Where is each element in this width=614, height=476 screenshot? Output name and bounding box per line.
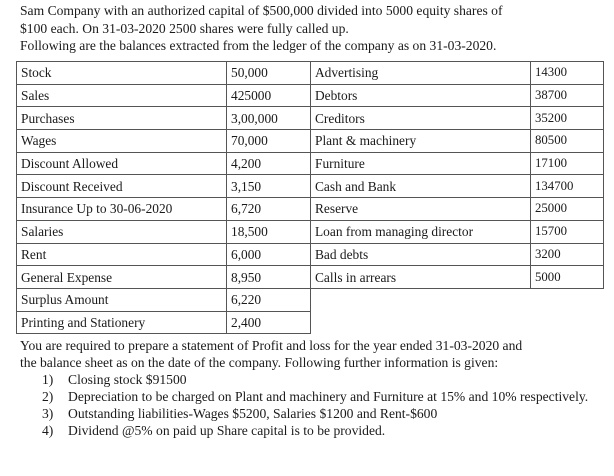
ledger-row xyxy=(17,198,604,221)
ledger-row xyxy=(17,130,604,153)
info-item-text: Outstanding liabilities-Wages $5200, Salaries $1200 and Rent-$600 xyxy=(68,406,438,421)
info-item xyxy=(20,422,612,439)
ledger-left-value: 6,720 xyxy=(227,198,311,221)
ledger-right-label: Plant & machinery xyxy=(311,130,531,153)
ledger-right-value: 38700 xyxy=(531,84,604,107)
ledger-right-label xyxy=(311,311,531,334)
ledger-right-label: Cash and Bank xyxy=(311,175,531,198)
ledger-right-value: 17100 xyxy=(531,152,604,175)
ledger-right-value xyxy=(531,288,604,311)
ledger-right-label: Debtors xyxy=(311,84,531,107)
ledger-right-label: Creditors xyxy=(311,107,531,130)
info-item xyxy=(20,388,612,405)
info-item-number: 3) xyxy=(42,406,54,421)
ledger-row xyxy=(17,62,604,85)
further-information-list xyxy=(20,371,612,439)
instructions-line-2: the balance sheet as on the date of the company. Following further information is given: xyxy=(20,355,499,370)
ledger-right-value: 5000 xyxy=(531,266,604,289)
ledger-right-value: 35200 xyxy=(531,107,604,130)
ledger-left-value: 50,000 xyxy=(227,62,311,85)
ledger-row xyxy=(17,175,604,198)
ledger-right-label: Furniture xyxy=(311,152,531,175)
ledger-row xyxy=(17,288,604,311)
ledger-left-label: Sales xyxy=(17,84,227,107)
instructions-line-1: You are required to prepare a statement of Profit and loss for the year ended 31-03-2020 and xyxy=(20,338,523,353)
ledger-left-label: Printing and Stationery xyxy=(17,311,227,334)
ledger-balances-table xyxy=(16,61,604,334)
info-item-number: 4) xyxy=(42,423,54,438)
ledger-right-value: 15700 xyxy=(531,220,604,243)
ledger-row xyxy=(17,84,604,107)
ledger-left-label: General Expense xyxy=(17,266,227,289)
ledger-row xyxy=(17,220,604,243)
ledger-left-value: 3,00,000 xyxy=(227,107,311,130)
ledger-left-value: 2,400 xyxy=(227,311,311,334)
info-item xyxy=(20,371,612,388)
intro-line-2: $100 each. On 31-03-2020 2500 shares were fully called up. xyxy=(20,20,349,36)
ledger-left-value: 70,000 xyxy=(227,130,311,153)
ledger-right-value: 134700 xyxy=(531,175,604,198)
intro-line-3: Following are the balances extracted from the ledger of the company as on 31-03-2020. xyxy=(20,38,497,54)
intro-line-1: Sam Company with an authorized capital of $500,000 divided into 5000 equity shares of xyxy=(20,3,503,18)
ledger-right-label xyxy=(311,288,531,311)
ledger-left-label: Surplus Amount xyxy=(17,288,227,311)
problem-intro xyxy=(20,2,610,55)
ledger-right-label: Reserve xyxy=(311,198,531,221)
ledger-left-value: 6,220 xyxy=(227,288,311,311)
info-item-text: Closing stock $91500 xyxy=(68,372,187,387)
ledger-left-value: 6,000 xyxy=(227,243,311,266)
ledger-row xyxy=(17,152,604,175)
ledger-right-label: Advertising xyxy=(311,62,531,85)
ledger-row xyxy=(17,243,604,266)
ledger-right-value: 80500 xyxy=(531,130,604,153)
ledger-row xyxy=(17,107,604,130)
problem-instructions xyxy=(20,337,612,439)
ledger-left-label: Insurance Up to 30-06-2020 xyxy=(17,198,227,221)
info-item xyxy=(20,405,612,422)
ledger-left-label: Discount Received xyxy=(17,175,227,198)
ledger-row xyxy=(17,311,604,334)
ledger-row xyxy=(17,266,604,289)
ledger-left-value: 3,150 xyxy=(227,175,311,198)
ledger-left-value: 18,500 xyxy=(227,220,311,243)
ledger-left-label: Wages xyxy=(17,130,227,153)
ledger-left-value: 425000 xyxy=(227,84,311,107)
ledger-left-label: Rent xyxy=(17,243,227,266)
ledger-right-value: 14300 xyxy=(531,62,604,85)
ledger-right-value: 3200 xyxy=(531,243,604,266)
ledger-right-label: Bad debts xyxy=(311,243,531,266)
ledger-right-value xyxy=(531,311,604,334)
info-item-number: 1) xyxy=(42,372,54,387)
ledger-right-label: Calls in arrears xyxy=(311,266,531,289)
ledger-right-label: Loan from managing director xyxy=(311,220,531,243)
info-item-number: 2) xyxy=(42,389,54,404)
ledger-left-label: Stock xyxy=(17,62,227,85)
ledger-left-value: 8,950 xyxy=(227,266,311,289)
ledger-left-label: Discount Allowed xyxy=(17,152,227,175)
ledger-left-label: Salaries xyxy=(17,220,227,243)
info-item-text: Depreciation to be charged on Plant and machinery and Furniture at 15% and 10% respectively. xyxy=(68,389,589,404)
ledger-left-value: 4,200 xyxy=(227,152,311,175)
ledger-right-value: 25000 xyxy=(531,198,604,221)
info-item-text: Dividend @5% on paid up Share capital is to be provided. xyxy=(68,423,386,438)
ledger-left-label: Purchases xyxy=(17,107,227,130)
